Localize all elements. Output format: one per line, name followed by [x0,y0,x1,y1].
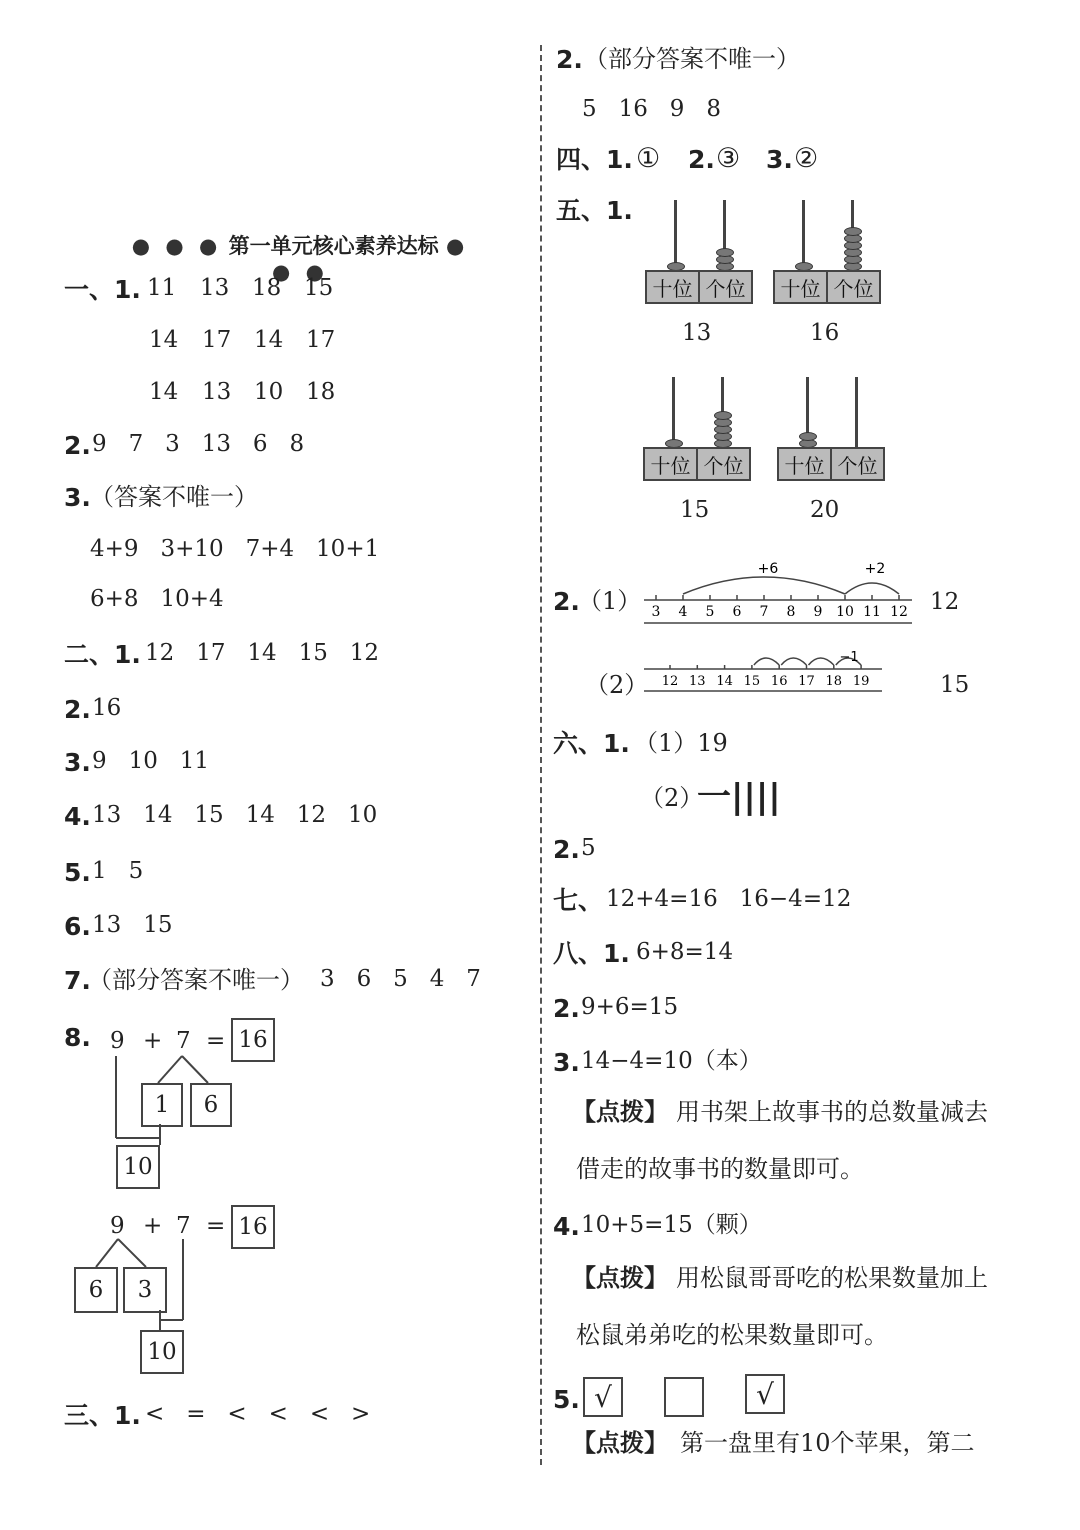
nl2-tick-label: 13 [689,674,706,689]
nl1-tick-label: 3 [651,604,661,620]
s1-cell: 14 [149,379,179,405]
nl1-tick-label: 7 [759,604,769,620]
eq1-split1-box: 1 [141,1083,183,1127]
s8-q1-answer: 6+8=14 [636,939,734,965]
s5-label: 五、1. [556,196,633,225]
s4-a2: ③ [716,143,741,174]
nl1-tick-label: 12 [890,604,908,620]
s7-answer: 12+4=16 16−4=12 [606,886,852,912]
s1-cell: 14 [149,327,179,353]
s6-q2-answer: 5 [581,835,596,861]
eq2-a: 9 [110,1213,125,1239]
s1-cell: 17 [202,327,232,353]
number-line-1 [640,560,920,630]
nl1-tick-label: 10 [836,604,854,620]
nl1-jump1-label: +6 [757,561,779,577]
eq2-op: + [143,1213,163,1239]
s7-label: 七、 [553,886,604,915]
s8-q2-answer: 9+6=15 [581,994,679,1020]
q3-label: 3. [64,483,91,512]
eq1-result-box: 16 [231,1018,275,1062]
eq2-result-box: 16 [231,1205,275,1249]
place-value-board [645,270,753,304]
eq2-split2-box: 3 [123,1267,167,1313]
s4-a3: ② [794,143,819,174]
s6-label: 六、1. [553,729,630,758]
nl2-jump-arc [809,658,834,665]
ones-label: 个位 [705,276,746,301]
nl1-jump-arc-2 [845,583,899,594]
s2-q6-label: 6. [64,912,91,941]
eq1-a: 9 [110,1028,125,1054]
s2-q6-answer: 13 15 [92,912,173,938]
place-value-board [777,447,885,481]
nl1-tick-label: 6 [732,604,742,620]
abacus-bead [714,411,732,420]
section-title: ● ● ● 第一单元核心素养达标 ● ● ● [131,234,469,284]
eq2-split-lines [80,1235,220,1335]
column-divider [540,45,542,1465]
s2-q2-label: 2. [64,695,91,724]
tip4-tag: 【点拨】 [572,1264,668,1292]
s4-l3: 3. [766,145,793,174]
s1-cell: 14 [254,327,284,353]
s2-q1-answer: 12 17 14 15 12 [145,640,380,666]
nl2-tick-label: 16 [770,674,788,689]
s8-q3-answer: 14−4=10（本） [581,1048,762,1074]
s1-cell: 18 [252,275,282,301]
s8-q1-label: 八、1. [553,939,630,968]
eq1-split2-box: 6 [190,1083,232,1127]
nl1-tick-label: 11 [863,604,881,620]
s1-cell: 11 [147,275,177,301]
nl2-tick-label: 14 [716,674,733,689]
abacus-bead [716,248,734,257]
tip3-tag: 【点拨】 [572,1098,668,1126]
nl2-jump-label: −1 [839,650,859,665]
number-line-2 [640,645,890,705]
s1-cell: 13 [202,379,232,405]
check-box-3: √ [745,1374,785,1414]
s2-q7-note: （部分答案不唯一） [88,966,304,994]
s6-p2-label: （2） [640,784,704,812]
s1-cell: 17 [306,327,336,353]
s2-q5-answer: 1 5 [92,858,144,884]
s2-q4-label: 4. [64,802,91,831]
nl2-tick-label: 17 [798,674,815,689]
s2-q1-label: 二、1. [64,640,141,669]
s1-label: 一、1. [64,275,141,304]
eq1-b: 7 [176,1028,191,1054]
s1-cell: 18 [306,379,336,405]
s8-q3-label: 3. [553,1048,580,1077]
ones-label: 个位 [833,276,874,301]
tip3-line1: 用书架上故事书的总数量减去 [676,1098,988,1126]
r-q2-label: 2. [556,45,583,74]
nl1-answer: 12 [930,589,960,615]
nl2-tick-label: 12 [661,674,679,689]
eq1-ten-box: 10 [116,1145,160,1189]
tens-label: 十位 [647,272,700,302]
place-value-board [773,270,881,304]
s2-q8-label: 8. [64,1023,91,1052]
r-q2-answer: 5 16 9 8 [582,96,721,122]
nl1-jump-arc-1 [683,577,845,594]
tens-label: 十位 [645,449,698,479]
place-value-board [643,447,751,481]
q3-row1: 4+9 3+10 7+4 10+1 [90,536,380,562]
check-box-1: √ [583,1377,623,1417]
nl2-jump-arc [754,658,779,665]
s8-q5-label: 5. [553,1385,580,1414]
tens-label: 十位 [775,272,828,302]
abacus-value: 20 [810,497,840,523]
nl2-tick-label: 15 [743,674,761,689]
nl1-q-label: 2. [553,587,580,616]
nl2-tick-label: 19 [852,674,870,689]
abacus-bead [844,227,862,236]
nl2-tick-label: 18 [825,674,843,689]
tip5-line1: 第一盘里有10个苹果，第二 [680,1429,975,1457]
s2-q4-answer: 13 14 15 14 12 10 [92,802,378,828]
ones-label: 个位 [703,453,744,478]
s4-a1: ① [636,143,661,174]
q2-label: 2. [64,431,91,460]
abacus-value: 13 [682,320,712,346]
nl1-jump2-label: +2 [864,561,886,577]
check-box-2 [664,1377,704,1417]
ones-rod [855,377,858,449]
nl2-answer: 15 [940,672,970,698]
s8-q4-label: 4. [553,1212,580,1241]
q3-row2: 6+8 10+4 [90,586,224,612]
s1-cell: 10 [254,379,284,405]
q2-answer: 9 7 3 13 6 8 [92,431,305,457]
s8-q4-answer: 10+5=15（颗） [581,1212,762,1238]
s4-l2: 2. [688,145,715,174]
nl1-tick-label: 5 [705,604,715,620]
eq2-b: 7 [176,1213,191,1239]
s2-q7-answer: 3 6 5 4 7 [320,966,481,992]
eq2-ten-box: 10 [140,1330,184,1374]
tip3-line2: 借走的故事书的数量即可。 [576,1155,864,1183]
s3-answer: < = < < < > [145,1401,371,1427]
s8-q2-label: 2. [553,994,580,1023]
s6-q2-label: 2. [553,835,580,864]
s2-q3-answer: 9 10 11 [92,748,210,774]
s2-q2-answer: 16 [92,695,122,721]
tens-label: 十位 [779,449,832,479]
abacus-value: 16 [810,320,840,346]
ones-label: 个位 [837,453,878,478]
tip4-line1: 用松鼠哥哥吃的松果数量加上 [676,1264,988,1292]
nl2-jump-arc [781,658,806,665]
nl1-label: （1） [578,587,642,615]
r-q2-note: （部分答案不唯一） [584,45,800,73]
s3-label: 三、1. [64,1401,141,1430]
tally-marks: 一|||| [697,777,781,817]
nl1-tick-label: 8 [786,604,796,620]
eq1-eq: = [206,1028,226,1054]
s2-q3-label: 3. [64,748,91,777]
nl1-tick-label: 9 [813,604,823,620]
abacus-bead [799,432,817,441]
eq2-split1-box: 6 [74,1267,118,1313]
s4-label: 四、1. [556,145,633,174]
abacus-value: 15 [680,497,710,523]
eq2-eq: = [206,1213,226,1239]
s1-cell: 13 [200,275,230,301]
tip4-line2: 松鼠弟弟吃的松果数量即可。 [576,1321,888,1349]
s2-q5-label: 5. [64,858,91,887]
nl2-label: （2） [585,671,649,699]
q3-note: （答案不唯一） [90,483,258,511]
s2-q7-label: 7. [64,966,91,995]
nl1-tick-label: 4 [678,604,688,620]
s1-cell: 15 [304,275,334,301]
eq1-op: + [143,1028,163,1054]
eq1-split-lines [100,1050,240,1150]
tip5-tag: 【点拨】 [572,1429,668,1457]
s6-p1: （1）19 [634,729,728,757]
